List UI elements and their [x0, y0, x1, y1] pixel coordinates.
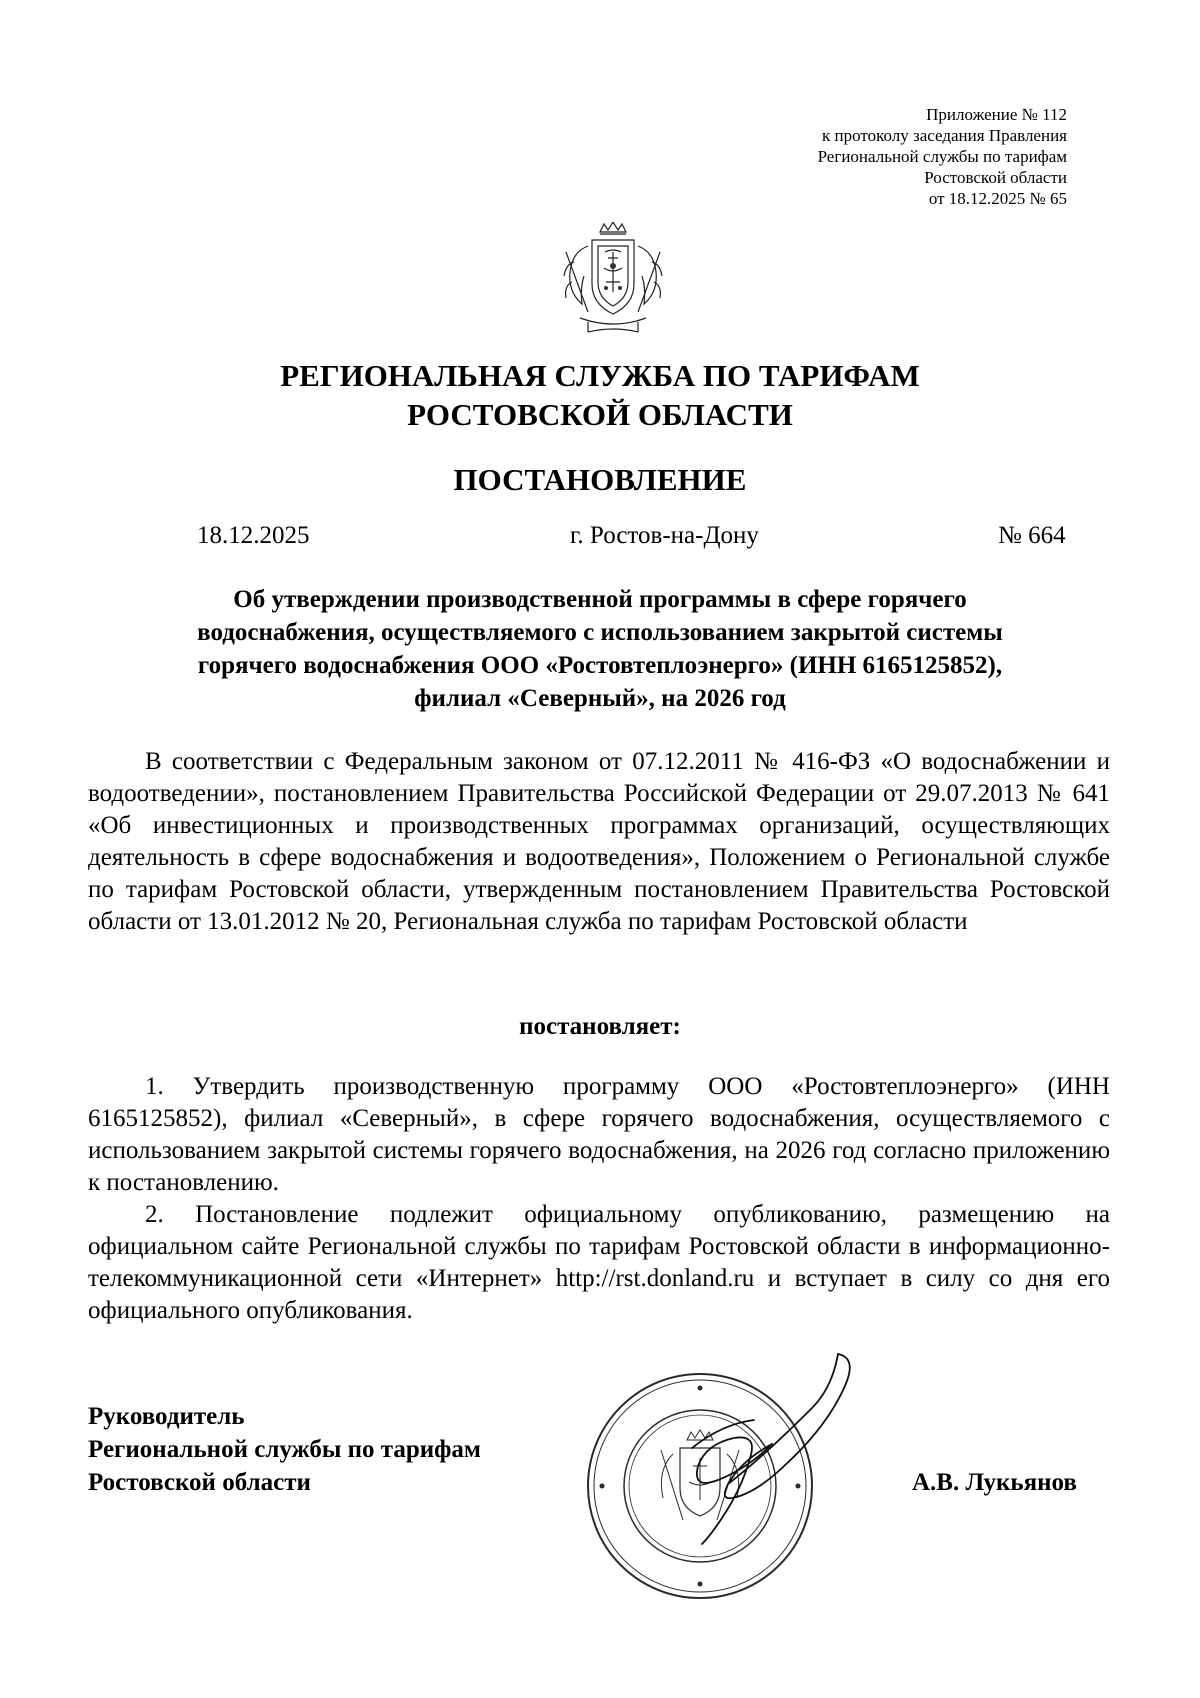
- document-title: [100, 583, 1100, 715]
- title-line: горячего водоснабжения ООО «Ростовтеплоэнерго» (ИНН 6165125852),: [197, 652, 1003, 679]
- organization-name-line: РОСТОВСКОЙ ОБЛАСТИ: [407, 397, 793, 432]
- appendix-note: [818, 104, 1067, 209]
- handwritten-signature-icon: [662, 1348, 858, 1548]
- resolution-item-2: 2. Постановление подлежит официальному опубликованию, размещению на официальном сайте Региональной службы по тарифам Ростовской области в информационно-телекоммуникационной сети «Интернет» http://rst.donland.ru и вступает в силу со дня его официального опубликования.: [88, 1201, 1110, 1324]
- title-line: водоснабжения, осуществляемого с использованием закрытой системы: [197, 619, 1003, 646]
- coat-of-arms-icon: [558, 222, 668, 334]
- title-line: Об утверждении производственной программы в сфере горячего: [233, 586, 967, 613]
- document-type: ПОСТАНОВЛЕНИЕ: [453, 462, 747, 497]
- signatory-position-line: Ростовской области: [88, 1469, 311, 1496]
- document-date: 18.12.2025: [197, 522, 310, 549]
- resolves-heading: постановляет:: [519, 1013, 681, 1040]
- signatory-name: А.В. Лукьянов: [912, 1469, 1077, 1496]
- organization-name: [0, 356, 1200, 434]
- preamble-paragraph: В соответствии с Федеральным законом от 07.12.2011 № 416-ФЗ «О водоснабжении и водоотведении», постановлением Правительства Российской Федерации от 29.07.2013 № 641 «Об инвестиционных и производственных программах организаций, осуществляющих деятельность в сфере водоснабжения и водоотведения», Положением о Региональной службе по тарифам Ростовской области, утвержденным постановлением Правительства Ростовской области от 13.01.2012 № 20, Региональная служба по тарифам Ростовской области: [88, 748, 1110, 935]
- appendix-line: Региональной службы по тарифам: [817, 147, 1067, 166]
- appendix-line: Приложение № 112: [926, 105, 1067, 124]
- resolution-item-1: 1. Утвердить производственную программу ООО «Ростовтеплоэнерго» (ИНН 6165125852), филиал «Северный», в сфере горячего водоснабжения, осуществляемого с использованием закрытой системы горячего водоснабжения, на 2026 год согласно приложению к постановлению.: [88, 1073, 1110, 1196]
- signatory-position-line: Руководитель: [88, 1403, 245, 1430]
- appendix-line: к протоколу заседания Правления: [822, 126, 1067, 145]
- appendix-line: Ростовской области: [924, 168, 1067, 187]
- appendix-line: от 18.12.2025 № 65: [928, 189, 1067, 208]
- organization-name-line: РЕГИОНАЛЬНАЯ СЛУЖБА ПО ТАРИФАМ: [280, 358, 920, 393]
- signatory-position-line: Региональной службы по тарифам: [88, 1436, 481, 1463]
- signatory-position: [88, 1400, 481, 1499]
- document-city: г. Ростов-на-Дону: [570, 522, 759, 549]
- document-number: № 664: [998, 522, 1066, 549]
- title-line: филиал «Северный», на 2026 год: [414, 685, 786, 712]
